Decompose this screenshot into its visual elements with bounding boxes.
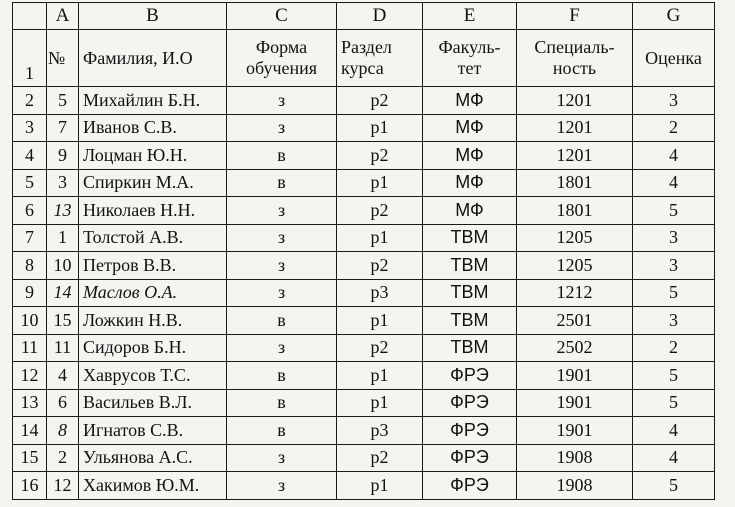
row-number[interactable]: 2 [13, 87, 47, 115]
cell-study-form[interactable]: з [227, 114, 337, 142]
cell-specialty[interactable]: 2501 [517, 307, 633, 335]
cell-faculty[interactable]: МФ [423, 114, 517, 142]
cell-course-section[interactable]: р2 [337, 252, 423, 280]
table-row [13, 114, 715, 142]
cell-name[interactable]: Маслов О.А. [79, 279, 227, 307]
cell-study-form[interactable]: з [227, 279, 337, 307]
table-row [13, 197, 715, 225]
cell-number[interactable]: 7 [47, 114, 79, 142]
cell-study-form[interactable]: з [227, 87, 337, 115]
cell-course-section[interactable]: р1 [337, 389, 423, 417]
cell-course-section[interactable]: р1 [337, 362, 423, 390]
cell-grade[interactable]: 3 [633, 224, 715, 252]
header-course-section[interactable]: Раздел курса [337, 30, 423, 87]
cell-grade[interactable]: 4 [633, 169, 715, 197]
cell-name[interactable]: Иванов С.В. [79, 114, 227, 142]
cell-specialty[interactable]: 1908 [517, 444, 633, 472]
cell-specialty[interactable]: 1212 [517, 279, 633, 307]
cell-name[interactable]: Ульянова А.С. [79, 444, 227, 472]
cell-number[interactable]: 2 [47, 444, 79, 472]
header-faculty[interactable]: Факуль- тет [423, 30, 517, 87]
cell-course-section[interactable]: р3 [337, 279, 423, 307]
cell-name[interactable]: Николаев Н.Н. [79, 197, 227, 225]
cell-grade[interactable]: 2 [633, 334, 715, 362]
cell-specialty[interactable]: 1801 [517, 169, 633, 197]
column-letter-g[interactable]: G [633, 3, 715, 30]
table-row [13, 444, 715, 472]
cell-name[interactable]: Игнатов С.В. [79, 417, 227, 445]
cell-grade[interactable]: 4 [633, 417, 715, 445]
cell-course-section[interactable]: р1 [337, 224, 423, 252]
cell-name[interactable]: Лоцман Ю.Н. [79, 142, 227, 170]
cell-faculty[interactable]: МФ [423, 197, 517, 225]
row-number[interactable]: 5 [13, 169, 47, 197]
cell-number[interactable]: 4 [47, 362, 79, 390]
cell-grade[interactable]: 5 [633, 362, 715, 390]
cell-name[interactable]: Петров В.В. [79, 252, 227, 280]
cell-course-section[interactable]: р1 [337, 307, 423, 335]
cell-study-form[interactable]: з [227, 197, 337, 225]
cell-course-section[interactable]: р2 [337, 197, 423, 225]
row-number[interactable]: 8 [13, 252, 47, 280]
row-number[interactable]: 9 [13, 279, 47, 307]
cell-specialty[interactable]: 1908 [517, 472, 633, 500]
cell-number[interactable]: 3 [47, 169, 79, 197]
cell-number[interactable]: 13 [47, 197, 79, 225]
cell-number[interactable]: 11 [47, 334, 79, 362]
cell-grade[interactable]: 3 [633, 252, 715, 280]
cell-course-section[interactable]: р2 [337, 444, 423, 472]
cell-study-form[interactable]: з [227, 252, 337, 280]
table-row [13, 362, 715, 390]
row-number[interactable]: 11 [13, 334, 47, 362]
table-row [13, 169, 715, 197]
cell-number[interactable]: 14 [47, 279, 79, 307]
row-number[interactable]: 16 [13, 472, 47, 500]
cell-faculty[interactable]: ТВМ [423, 334, 517, 362]
table-row [13, 252, 715, 280]
cell-name[interactable]: Спиркин М.А. [79, 169, 227, 197]
table-row [13, 224, 715, 252]
cell-specialty[interactable]: 2502 [517, 334, 633, 362]
cell-study-form[interactable]: з [227, 334, 337, 362]
cell-study-form[interactable]: з [227, 472, 337, 500]
cell-grade[interactable]: 4 [633, 444, 715, 472]
header-number[interactable]: № [47, 30, 79, 87]
column-letter-a[interactable]: A [47, 3, 79, 30]
cell-grade[interactable]: 2 [633, 114, 715, 142]
cell-course-section[interactable]: р1 [337, 169, 423, 197]
cell-study-form[interactable]: в [227, 169, 337, 197]
cell-grade[interactable]: 5 [633, 389, 715, 417]
cell-course-section[interactable]: р3 [337, 417, 423, 445]
cell-course-section[interactable]: р2 [337, 142, 423, 170]
cell-specialty[interactable]: 1801 [517, 197, 633, 225]
table-row [13, 334, 715, 362]
cell-grade[interactable]: 4 [633, 142, 715, 170]
cell-number[interactable]: 10 [47, 252, 79, 280]
cell-specialty[interactable]: 1201 [517, 87, 633, 115]
table-row [13, 279, 715, 307]
cell-name[interactable]: Хакимов Ю.М. [79, 472, 227, 500]
cell-name[interactable]: Хаврусов Т.С. [79, 362, 227, 390]
cell-faculty[interactable]: МФ [423, 87, 517, 115]
row-number[interactable]: 7 [13, 224, 47, 252]
cell-specialty[interactable]: 1901 [517, 362, 633, 390]
cell-specialty[interactable]: 1205 [517, 224, 633, 252]
cell-faculty[interactable]: МФ [423, 169, 517, 197]
cell-number[interactable]: 6 [47, 389, 79, 417]
corner-cell [13, 3, 47, 30]
cell-study-form[interactable]: в [227, 142, 337, 170]
header-study-form[interactable]: Форма обучения [227, 30, 337, 87]
column-letter-f[interactable]: F [517, 3, 633, 30]
cell-course-section[interactable]: р1 [337, 114, 423, 142]
row-number[interactable]: 14 [13, 417, 47, 445]
cell-specialty[interactable]: 1201 [517, 114, 633, 142]
column-letter-e[interactable]: E [423, 3, 517, 30]
cell-number[interactable]: 12 [47, 472, 79, 500]
row-number[interactable]: 3 [13, 114, 47, 142]
student-grades-table [12, 2, 715, 500]
row-number[interactable]: 12 [13, 362, 47, 390]
cell-specialty[interactable]: 1205 [517, 252, 633, 280]
row-number[interactable]: 10 [13, 307, 47, 335]
table-row [13, 472, 715, 500]
column-letter-d[interactable]: D [337, 3, 423, 30]
cell-name[interactable]: Толстой А.В. [79, 224, 227, 252]
cell-faculty[interactable]: МФ [423, 142, 517, 170]
row-number[interactable]: 13 [13, 389, 47, 417]
cell-faculty[interactable]: ТВМ [423, 279, 517, 307]
cell-faculty[interactable]: ФРЭ [423, 389, 517, 417]
header-row [13, 30, 715, 87]
cell-study-form[interactable]: з [227, 444, 337, 472]
cell-grade[interactable]: 3 [633, 87, 715, 115]
header-name[interactable]: Фамилия, И.О [79, 30, 227, 87]
cell-specialty[interactable]: 1201 [517, 142, 633, 170]
cell-faculty[interactable]: ТВМ [423, 307, 517, 335]
table-row [13, 142, 715, 170]
row-number[interactable]: 1 [13, 30, 47, 87]
cell-faculty[interactable]: ТВМ [423, 224, 517, 252]
cell-name[interactable]: Михайлин Б.Н. [79, 87, 227, 115]
cell-number[interactable]: 8 [47, 417, 79, 445]
table-row [13, 389, 715, 417]
cell-study-form[interactable]: в [227, 389, 337, 417]
column-letter-c[interactable]: C [227, 3, 337, 30]
cell-number[interactable]: 5 [47, 87, 79, 115]
cell-name[interactable]: Ложкин Н.В. [79, 307, 227, 335]
header-specialty[interactable]: Специаль- ность [517, 30, 633, 87]
cell-study-form[interactable]: в [227, 417, 337, 445]
cell-number[interactable]: 15 [47, 307, 79, 335]
cell-grade[interactable]: 3 [633, 307, 715, 335]
table-row [13, 417, 715, 445]
cell-grade[interactable]: 5 [633, 279, 715, 307]
cell-study-form[interactable]: з [227, 224, 337, 252]
table-row [13, 307, 715, 335]
cell-faculty[interactable]: ФРЭ [423, 472, 517, 500]
cell-study-form[interactable]: в [227, 362, 337, 390]
cell-specialty[interactable]: 1901 [517, 389, 633, 417]
column-letter-row [13, 3, 715, 30]
cell-course-section[interactable]: р2 [337, 87, 423, 115]
cell-study-form[interactable]: в [227, 307, 337, 335]
cell-name[interactable]: Сидоров Б.Н. [79, 334, 227, 362]
row-number[interactable]: 4 [13, 142, 47, 170]
cell-faculty[interactable]: ТВМ [423, 252, 517, 280]
cell-name[interactable]: Васильев В.Л. [79, 389, 227, 417]
cell-number[interactable]: 9 [47, 142, 79, 170]
column-letter-b[interactable]: B [79, 3, 227, 30]
cell-grade[interactable]: 5 [633, 472, 715, 500]
cell-course-section[interactable]: р1 [337, 472, 423, 500]
header-grade[interactable]: Оценка [633, 30, 715, 87]
cell-grade[interactable]: 5 [633, 197, 715, 225]
cell-specialty[interactable]: 1901 [517, 417, 633, 445]
cell-faculty[interactable]: ФРЭ [423, 362, 517, 390]
cell-faculty[interactable]: ФРЭ [423, 444, 517, 472]
table-row [13, 87, 715, 115]
cell-faculty[interactable]: ФРЭ [423, 417, 517, 445]
cell-number[interactable]: 1 [47, 224, 79, 252]
row-number[interactable]: 6 [13, 197, 47, 225]
cell-course-section[interactable]: р2 [337, 334, 423, 362]
row-number[interactable]: 15 [13, 444, 47, 472]
